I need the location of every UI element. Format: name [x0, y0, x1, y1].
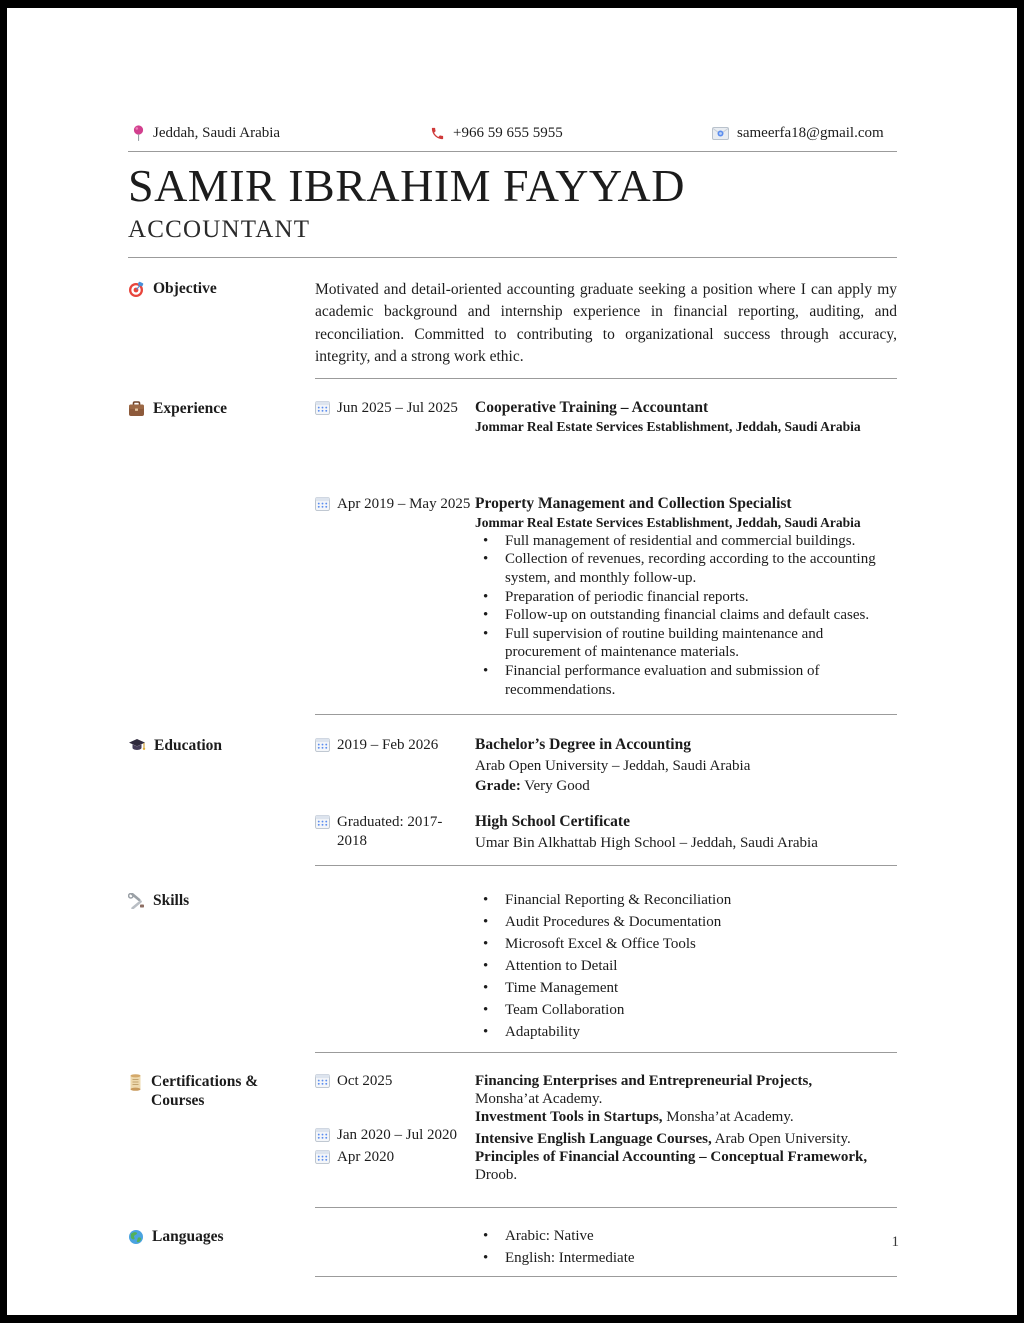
certification-item: Intensive English Language Courses, Arab Open University.: [475, 1131, 851, 1148]
contact-phone-text: +966 59 655 5955: [453, 125, 563, 141]
skills-list: [475, 891, 897, 1042]
certification-item: Financing Enterprises and Entrepreneurial Projects, Monsha’at Academy.: [475, 1073, 813, 1108]
objective-label: Objective: [153, 279, 217, 297]
contact-header: [128, 125, 897, 146]
experience-bullet-list: [475, 532, 897, 699]
calendar-icon: [315, 496, 330, 511]
education-entry-date: [315, 813, 475, 851]
certification-date: [315, 1126, 475, 1145]
resume-page: [7, 8, 1017, 1315]
skills-label-cell: [128, 891, 315, 910]
experience-entry-date: [315, 399, 475, 418]
experience-entry-date: [315, 495, 475, 514]
education-entry-org: Umar Bin Alkhattab High School – Jeddah, Saudi Arabia: [475, 834, 818, 851]
date-text: Apr 2019 – May 2025: [337, 495, 471, 512]
section-languages: [128, 1227, 897, 1271]
experience-bullet: • Financial performance evaluation and submission of recommendations.: [475, 662, 897, 699]
experience-bullet: • Follow-up on outstanding financial claims and default cases.: [475, 606, 897, 625]
certification-item: Principles of Financial Accounting – Conceptual Framework, Droob.: [475, 1149, 868, 1184]
experience-entry-org: Jommar Real Estate Services Establishment, Jeddah, Saudi Arabia: [475, 514, 861, 530]
education-entry-title: Bachelor’s Degree in Accounting: [475, 736, 691, 754]
tools-icon: [128, 893, 145, 909]
certification-date: [315, 1148, 475, 1167]
education-entry-org: Arab Open University – Jeddah, Saudi Arabia: [475, 757, 751, 774]
experience-bullet: • Full supervision of routine building maintenance and procurement of maintenance materials.: [475, 625, 897, 662]
objective-label-cell: [128, 279, 315, 298]
skill-item: • Microsoft Excel & Office Tools: [475, 935, 897, 954]
date-text: Apr 2020: [337, 1148, 395, 1165]
education-label: Education: [154, 737, 223, 755]
person-title: ACCOUNTANT: [128, 215, 311, 243]
grade-label: Grade:: [475, 778, 521, 795]
certification-date: [315, 1072, 475, 1091]
certification-item: Investment Tools in Startups, Monsha’at Academy.: [475, 1109, 794, 1126]
contact-email: [712, 125, 884, 142]
education-entry: [315, 736, 897, 796]
title-divider: [128, 257, 897, 258]
education-entry: [315, 813, 897, 852]
page-number: 1: [891, 1234, 899, 1250]
grade-value: Very Good: [520, 778, 590, 795]
section-education: [128, 736, 897, 852]
certifications-label: Certifications & Courses: [151, 1073, 259, 1109]
section-divider: [315, 378, 897, 379]
experience-entry: [315, 399, 897, 436]
calendar-icon: [315, 737, 330, 752]
section-divider: [315, 714, 897, 715]
section-divider: [315, 1052, 897, 1053]
calendar-icon: [315, 814, 330, 829]
languages-label-cell: [128, 1227, 315, 1246]
calendar-icon: [315, 1149, 330, 1164]
calendar-icon: [315, 400, 330, 415]
skill-item: • Attention to Detail: [475, 957, 897, 976]
section-experience: [128, 399, 897, 699]
skill-item: • Adaptability: [475, 1023, 897, 1042]
languages-list: [475, 1227, 897, 1268]
languages-label: Languages: [152, 1228, 224, 1246]
date-text: 2019 – Feb 2026: [337, 737, 439, 754]
experience-label: Experience: [153, 400, 228, 418]
experience-bullet: • Full management of residential and commercial buildings.: [475, 532, 897, 551]
date-text: Oct 2025: [337, 1073, 393, 1090]
language-item: • Arabic: Native: [475, 1227, 897, 1246]
education-label-cell: [128, 736, 315, 755]
education-entry-title: High School Certificate: [475, 813, 630, 831]
experience-bullet: • Preparation of periodic financial reports.: [475, 588, 897, 607]
person-name: SAMIR IBRAHIM FAYYAD: [128, 160, 685, 211]
experience-entry: [315, 495, 897, 699]
calendar-icon: [315, 1127, 330, 1142]
language-item: • English: Intermediate: [475, 1249, 897, 1268]
target-icon: [128, 281, 145, 298]
phone-icon: [430, 126, 445, 141]
section-certifications: [128, 1072, 897, 1184]
education-entry-date: [315, 736, 475, 755]
briefcase-icon: [128, 401, 145, 417]
experience-bullet: • Collection of revenues, recording according to the accounting system, and monthly follow-up.: [475, 550, 897, 587]
header-divider: [128, 151, 897, 152]
location-pin-icon: [132, 125, 145, 142]
scroll-icon: [128, 1074, 143, 1091]
section-divider: [315, 1207, 897, 1208]
contact-location-text: Jeddah, Saudi Arabia: [153, 125, 281, 141]
section-objective: [128, 279, 897, 368]
calendar-icon: [315, 1073, 330, 1088]
experience-label-cell: [128, 399, 315, 418]
skill-item: • Financial Reporting & Reconciliation: [475, 891, 897, 910]
skill-item: • Team Collaboration: [475, 1001, 897, 1020]
contact-phone: [430, 125, 563, 142]
skill-item: • Time Management: [475, 979, 897, 998]
contact-email-text: sameerfa18@gmail.com: [737, 125, 884, 141]
objective-text: Motivated and detail-oriented accounting graduate seeking a position where I can apply my academic background and internship experience in financial reporting, auditing, and reconciliation. Committed to contributing to organizational success through accuracy, integrity, and a strong work ethic.: [315, 280, 897, 365]
skill-item: • Audit Procedures & Documentation: [475, 913, 897, 932]
date-text: Graduated: 2017- 2018: [337, 814, 443, 849]
section-skills: [128, 891, 897, 1046]
date-text: Jun 2025 – Jul 2025: [337, 400, 458, 417]
education-grade-line: [475, 777, 897, 796]
contact-location: [132, 125, 280, 142]
section-divider: [315, 865, 897, 866]
globe-icon: [128, 1229, 144, 1245]
experience-entry-title: Property Management and Collection Specialist: [475, 494, 792, 512]
section-divider: [315, 1276, 897, 1277]
certifications-dates: [315, 1072, 475, 1166]
graduation-cap-icon: [128, 738, 146, 753]
experience-entry-org: Jommar Real Estate Services Establishment, Jeddah, Saudi Arabia: [475, 418, 861, 434]
email-icon: [712, 127, 729, 140]
date-text: Jan 2020 – Jul 2020: [337, 1126, 457, 1143]
skills-label: Skills: [153, 891, 190, 909]
experience-entry-title: Cooperative Training – Accountant: [475, 399, 709, 417]
certifications-label-cell: [128, 1072, 315, 1110]
